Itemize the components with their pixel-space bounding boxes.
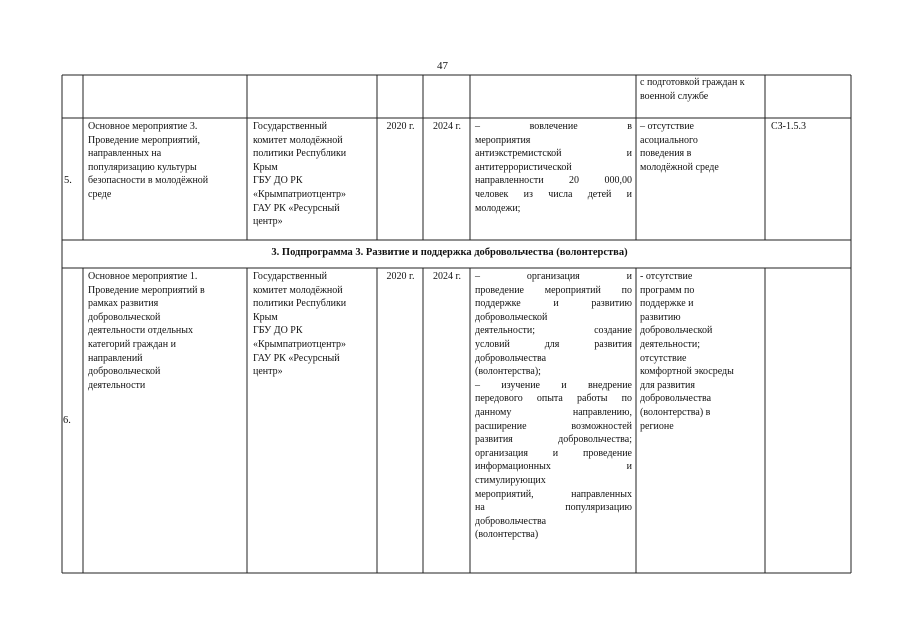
cell-line: Основное мероприятие 3. [88, 121, 198, 132]
cell-line: категорий граждан и [88, 338, 176, 350]
cell-line: асоциального [640, 134, 698, 146]
cell-line: молодёжной среде [640, 161, 719, 173]
cell-line: безопасности в молодёжной [88, 175, 209, 187]
row6-number: 6. [63, 415, 71, 426]
cell-line: ГАУ РК «Ресурсный [253, 202, 340, 214]
cell-line: - отсутствие [640, 271, 693, 282]
row5-start-year: 2020 г. [386, 121, 415, 132]
cell-line: направлений [88, 352, 143, 364]
cell-line: комитет молодёжной [253, 134, 343, 146]
cell-line: Основное мероприятие 1. [88, 271, 198, 282]
cell-line: центр» [253, 366, 283, 378]
cell-line: «Крымпатриотцентр» [253, 188, 346, 200]
cell-line: поддержке и развитию [475, 298, 632, 310]
cell-line: «Крымпатриотцентр» [253, 338, 346, 350]
cell-line: ГБУ ДО РК [253, 325, 303, 337]
cell-line: молодежи; [475, 202, 521, 214]
cell-line: Крым [253, 311, 278, 323]
cell-line: мероприятия [475, 134, 531, 146]
cell-line: развития добровольчества; [475, 434, 632, 446]
cell-line: поведения в [640, 148, 692, 160]
cell-line: отсутствие [640, 352, 687, 364]
row6-consequence [640, 270, 762, 433]
cell-line: (волонтерства) в [640, 406, 711, 418]
cell-line: стимулирующих [475, 474, 546, 486]
cell-line: антиэкстремистской и [475, 148, 632, 160]
cell-line: деятельности; [640, 338, 701, 350]
cell-line: Проведение мероприятий в [88, 284, 205, 296]
cell-line: добровольческой [640, 325, 713, 337]
row6-activity-name [88, 270, 244, 392]
cell-line: человек из числа детей и [475, 188, 632, 200]
cell-line: деятельности [88, 379, 146, 391]
cell-line: среде [88, 188, 112, 200]
cell-line: центр» [253, 216, 283, 228]
cell-line: мероприятий, направленных [475, 488, 632, 500]
cell-line: – организация и [475, 271, 632, 282]
row5-consequence [640, 120, 762, 174]
cell-line: (волонтерства); [475, 366, 541, 378]
cell-line: данному направлению, [475, 406, 632, 418]
cell-line: Крым [253, 161, 278, 173]
cell-line: добровольческой [88, 366, 161, 378]
row6-start-year: 2020 г. [386, 271, 415, 282]
cell-line: антитеррористической [475, 161, 572, 173]
cell-line: условий для развития [475, 338, 632, 350]
cell-line: популяризацию культуры [88, 161, 197, 173]
cell-line: программ по [640, 284, 695, 296]
row5-number: 5. [64, 175, 72, 186]
row5-end-year: 2024 г. [433, 121, 461, 132]
cell-line: добровольческой [88, 311, 161, 323]
cell-line: информационных и [475, 461, 632, 473]
cell-line: деятельности; создание [475, 325, 632, 337]
cell-line: передового опыта работы по [475, 393, 632, 405]
cell-line: добровольчества [640, 393, 712, 405]
row5-activity-name [88, 120, 244, 202]
row5-expected-result [475, 120, 632, 215]
cell-line: – вовлечение в [475, 121, 632, 132]
subprogram-title: 3. Подпрограмма 3. Развитие и поддержка добровольчества (волонтерства) [271, 247, 628, 258]
cell-line: Проведение мероприятий, [88, 134, 201, 146]
cell-line: добровольчества [475, 352, 547, 364]
cell-line: направленности 20 000,00 [475, 175, 632, 187]
cell-line: политики Республики [253, 298, 347, 310]
page-number: 47 [437, 60, 448, 72]
row5-indicator: СЗ-1.5.3 [771, 121, 807, 132]
cell-line: ГБУ ДО РК [253, 175, 303, 187]
cell-line: политики Республики [253, 148, 347, 160]
cell-line: – изучение и внедрение [475, 379, 632, 391]
row5-executor [253, 120, 375, 229]
cell-line: Государственный [253, 271, 328, 282]
cell-line: комитет молодёжной [253, 284, 343, 296]
cell-line: ГАУ РК «Ресурсный [253, 352, 340, 364]
cell-line: комфортной экосреды [640, 366, 734, 378]
cell-line: направленных на [88, 148, 162, 160]
row6-executor [253, 270, 375, 379]
row6-expected-result [475, 270, 632, 542]
cell-line: (волонтерства) [475, 529, 539, 541]
cell-line: – отсутствие [640, 121, 694, 132]
cell-line: для развития [640, 379, 695, 391]
cell-line: деятельности отдельных [88, 325, 193, 337]
cell-line: расширение возможностей [475, 420, 632, 432]
top-continuation-text: с подготовкой граждан к военной службе [640, 77, 745, 102]
cell-line: добровольческой [475, 311, 548, 323]
cell-line: поддержке и [640, 298, 694, 310]
cell-line: рамках развития [88, 298, 159, 310]
cell-line: организация и проведение [475, 447, 632, 459]
row6-end-year: 2024 г. [433, 271, 461, 282]
cell-line: регионе [640, 420, 674, 432]
cell-line: добровольчества [475, 515, 547, 527]
cell-line: Государственный [253, 121, 328, 132]
cell-line: на популяризацию [475, 502, 632, 514]
cell-line: развитию [640, 311, 681, 323]
cell-line: проведение мероприятий по [475, 284, 632, 296]
